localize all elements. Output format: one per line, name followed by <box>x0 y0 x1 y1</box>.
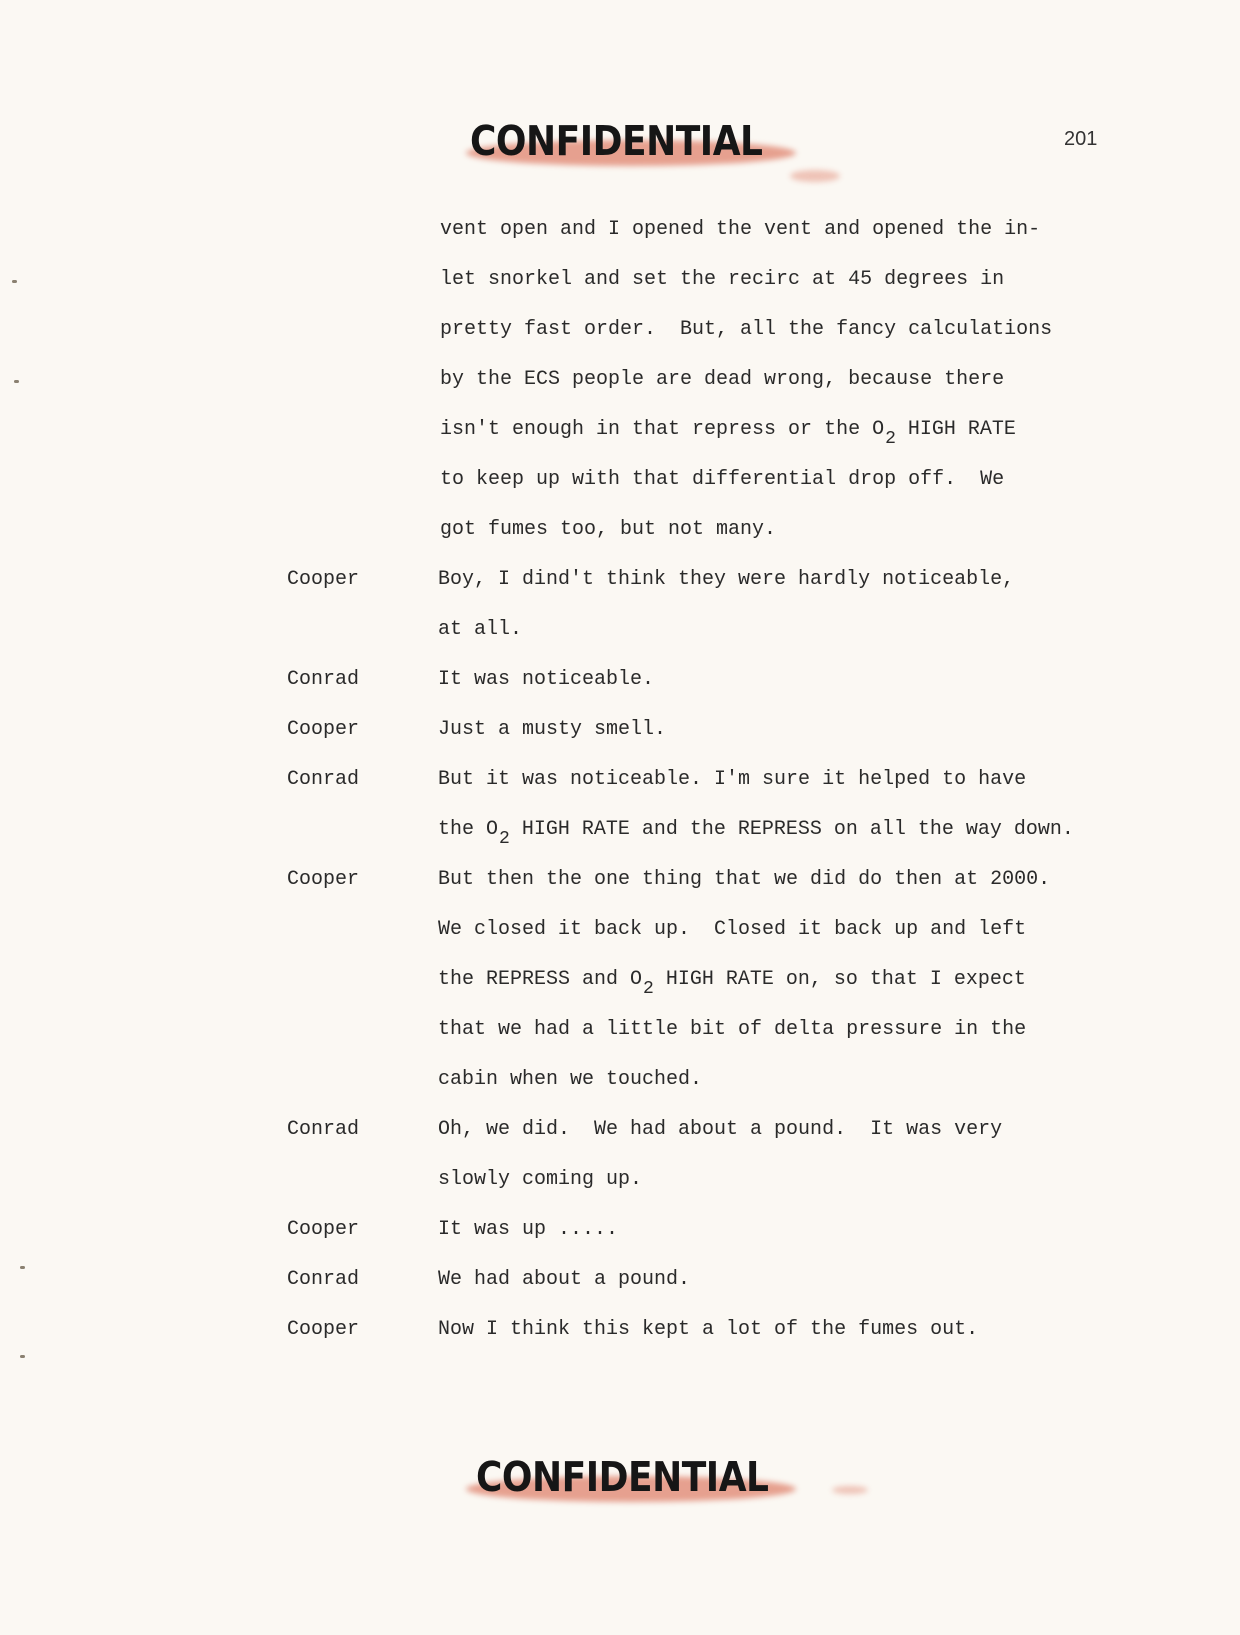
dialogue-line: that we had a little bit of delta pressure in the <box>438 1018 1027 1041</box>
text-line: to keep up with that differential drop off. We <box>440 468 1005 491</box>
dialogue-line: It was noticeable. <box>438 668 655 691</box>
dialogue-line: We closed it back up. Closed it back up and left <box>438 918 1027 941</box>
dialogue-line: But it was noticeable. I'm sure it helped to have <box>438 768 1027 791</box>
speaker-name: Cooper <box>287 718 360 741</box>
dialogue-line: the REPRESS and O2 HIGH RATE on, so that I expect <box>438 968 1026 999</box>
speaker-name: Cooper <box>287 868 360 891</box>
subscript-2: 2 <box>643 979 654 999</box>
dialogue-line: But then the one thing that we did do then at 2000. <box>438 868 1051 891</box>
dialogue-line: at all. <box>438 618 523 641</box>
text-line: let snorkel and set the recirc at 45 degrees in <box>440 268 1005 291</box>
speaker-name: Cooper <box>287 568 360 591</box>
speaker-name: Cooper <box>287 1318 360 1341</box>
confidential-stamp-header: CONFIDENTIAL <box>470 118 763 166</box>
dialogue-line: Now I think this kept a lot of the fumes out. <box>438 1318 979 1341</box>
dialogue-line: Boy, I dind't think they were hardly noticeable, <box>438 568 1015 591</box>
speaker-name: Conrad <box>287 1118 360 1141</box>
text-line: got fumes too, but not many. <box>440 518 777 541</box>
dialogue-line: cabin when we touched. <box>438 1068 703 1091</box>
subscript-2: 2 <box>499 829 510 849</box>
scan-speck <box>14 380 19 383</box>
dialogue-line: Just a musty smell. <box>438 718 667 741</box>
page-number: 201 <box>1064 128 1098 150</box>
dialogue-line: We had about a pound. <box>438 1268 691 1291</box>
speaker-name: Conrad <box>287 1268 360 1291</box>
scan-speck <box>12 280 17 283</box>
dialogue-line: the O2 HIGH RATE and the REPRESS on all the way down. <box>438 818 1074 849</box>
scan-speck <box>20 1355 25 1358</box>
stamp-ink-smear <box>832 1486 868 1494</box>
dialogue-line: slowly coming up. <box>438 1168 643 1191</box>
scan-speck <box>20 1266 25 1269</box>
dialogue-line: Oh, we did. We had about a pound. It was very <box>438 1118 1003 1141</box>
speaker-name: Conrad <box>287 668 360 691</box>
speaker-name: Conrad <box>287 768 360 791</box>
speaker-name: Cooper <box>287 1218 360 1241</box>
subscript-2: 2 <box>885 429 896 449</box>
text-line: isn't enough in that repress or the O2 HIGH RATE <box>440 418 1016 449</box>
confidential-stamp-footer: CONFIDENTIAL <box>476 1454 769 1502</box>
text-line: pretty fast order. But, all the fancy calculations <box>440 318 1053 341</box>
stamp-ink-smear <box>790 170 840 182</box>
text-line: vent open and I opened the vent and opened the in- <box>440 218 1041 241</box>
dialogue-line: It was up ..... <box>438 1218 619 1241</box>
text-line: by the ECS people are dead wrong, because there <box>440 368 1005 391</box>
